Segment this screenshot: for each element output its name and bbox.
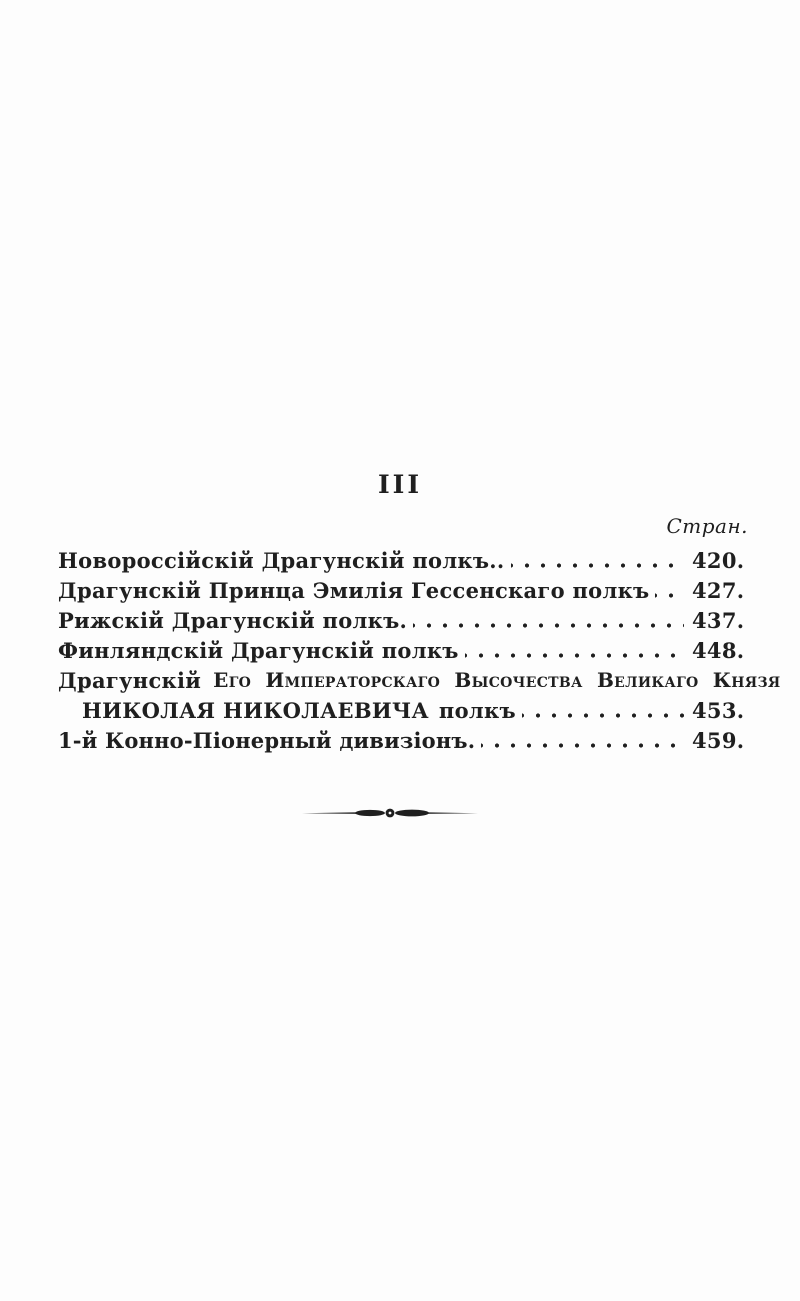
- toc-entry-grand-duke-line1: [58, 665, 781, 695]
- entry-title-honorific: Его Императорскаго Высочества Великаго Князя: [213, 668, 781, 692]
- entry-title-prefix: Драгунскій: [58, 668, 202, 693]
- toc-entry: [58, 635, 750, 665]
- table-of-contents: [58, 545, 781, 755]
- toc-entry: [58, 545, 750, 575]
- entry-page-number: 459.: [692, 728, 745, 753]
- entry-title-name: НИКОЛАЯ НИКОЛАЕВИЧА: [82, 698, 429, 723]
- section-heading: III: [377, 470, 423, 499]
- entry-page-number: 453.: [692, 698, 745, 723]
- entry-title: Финляндскій Драгунскій полкъ: [58, 638, 459, 663]
- entry-page-number: 448.: [692, 638, 745, 663]
- ornamental-divider-icon: [302, 805, 478, 821]
- toc-entry: [58, 575, 750, 605]
- dot-leader: [481, 725, 684, 755]
- entry-page-number: 427.: [692, 578, 745, 603]
- dot-leader: [511, 545, 684, 575]
- entry-title: Рижскій Драгунскій полкъ.: [58, 608, 408, 633]
- page-column-header: Стран.: [666, 514, 748, 538]
- toc-entry: [58, 725, 750, 755]
- entry-title: Драгунскій Принца Эмилія Гессенскаго полкъ: [58, 578, 650, 603]
- entry-page-number: 437.: [692, 608, 745, 633]
- entry-title: 1-й Конно-Піонерный дивизіонъ.: [58, 728, 476, 753]
- toc-entry: [58, 605, 750, 635]
- entry-page-number: 420.: [692, 548, 745, 573]
- dot-leader: [465, 635, 684, 665]
- toc-entry-grand-duke-line2: [58, 695, 750, 725]
- dot-leader: [413, 605, 684, 635]
- entry-title-suffix: полкъ: [438, 698, 516, 723]
- entry-title: Новороссійскій Драгунскій полкъ..: [58, 548, 505, 573]
- dot-leader: [655, 575, 684, 605]
- dot-leader: [522, 695, 684, 725]
